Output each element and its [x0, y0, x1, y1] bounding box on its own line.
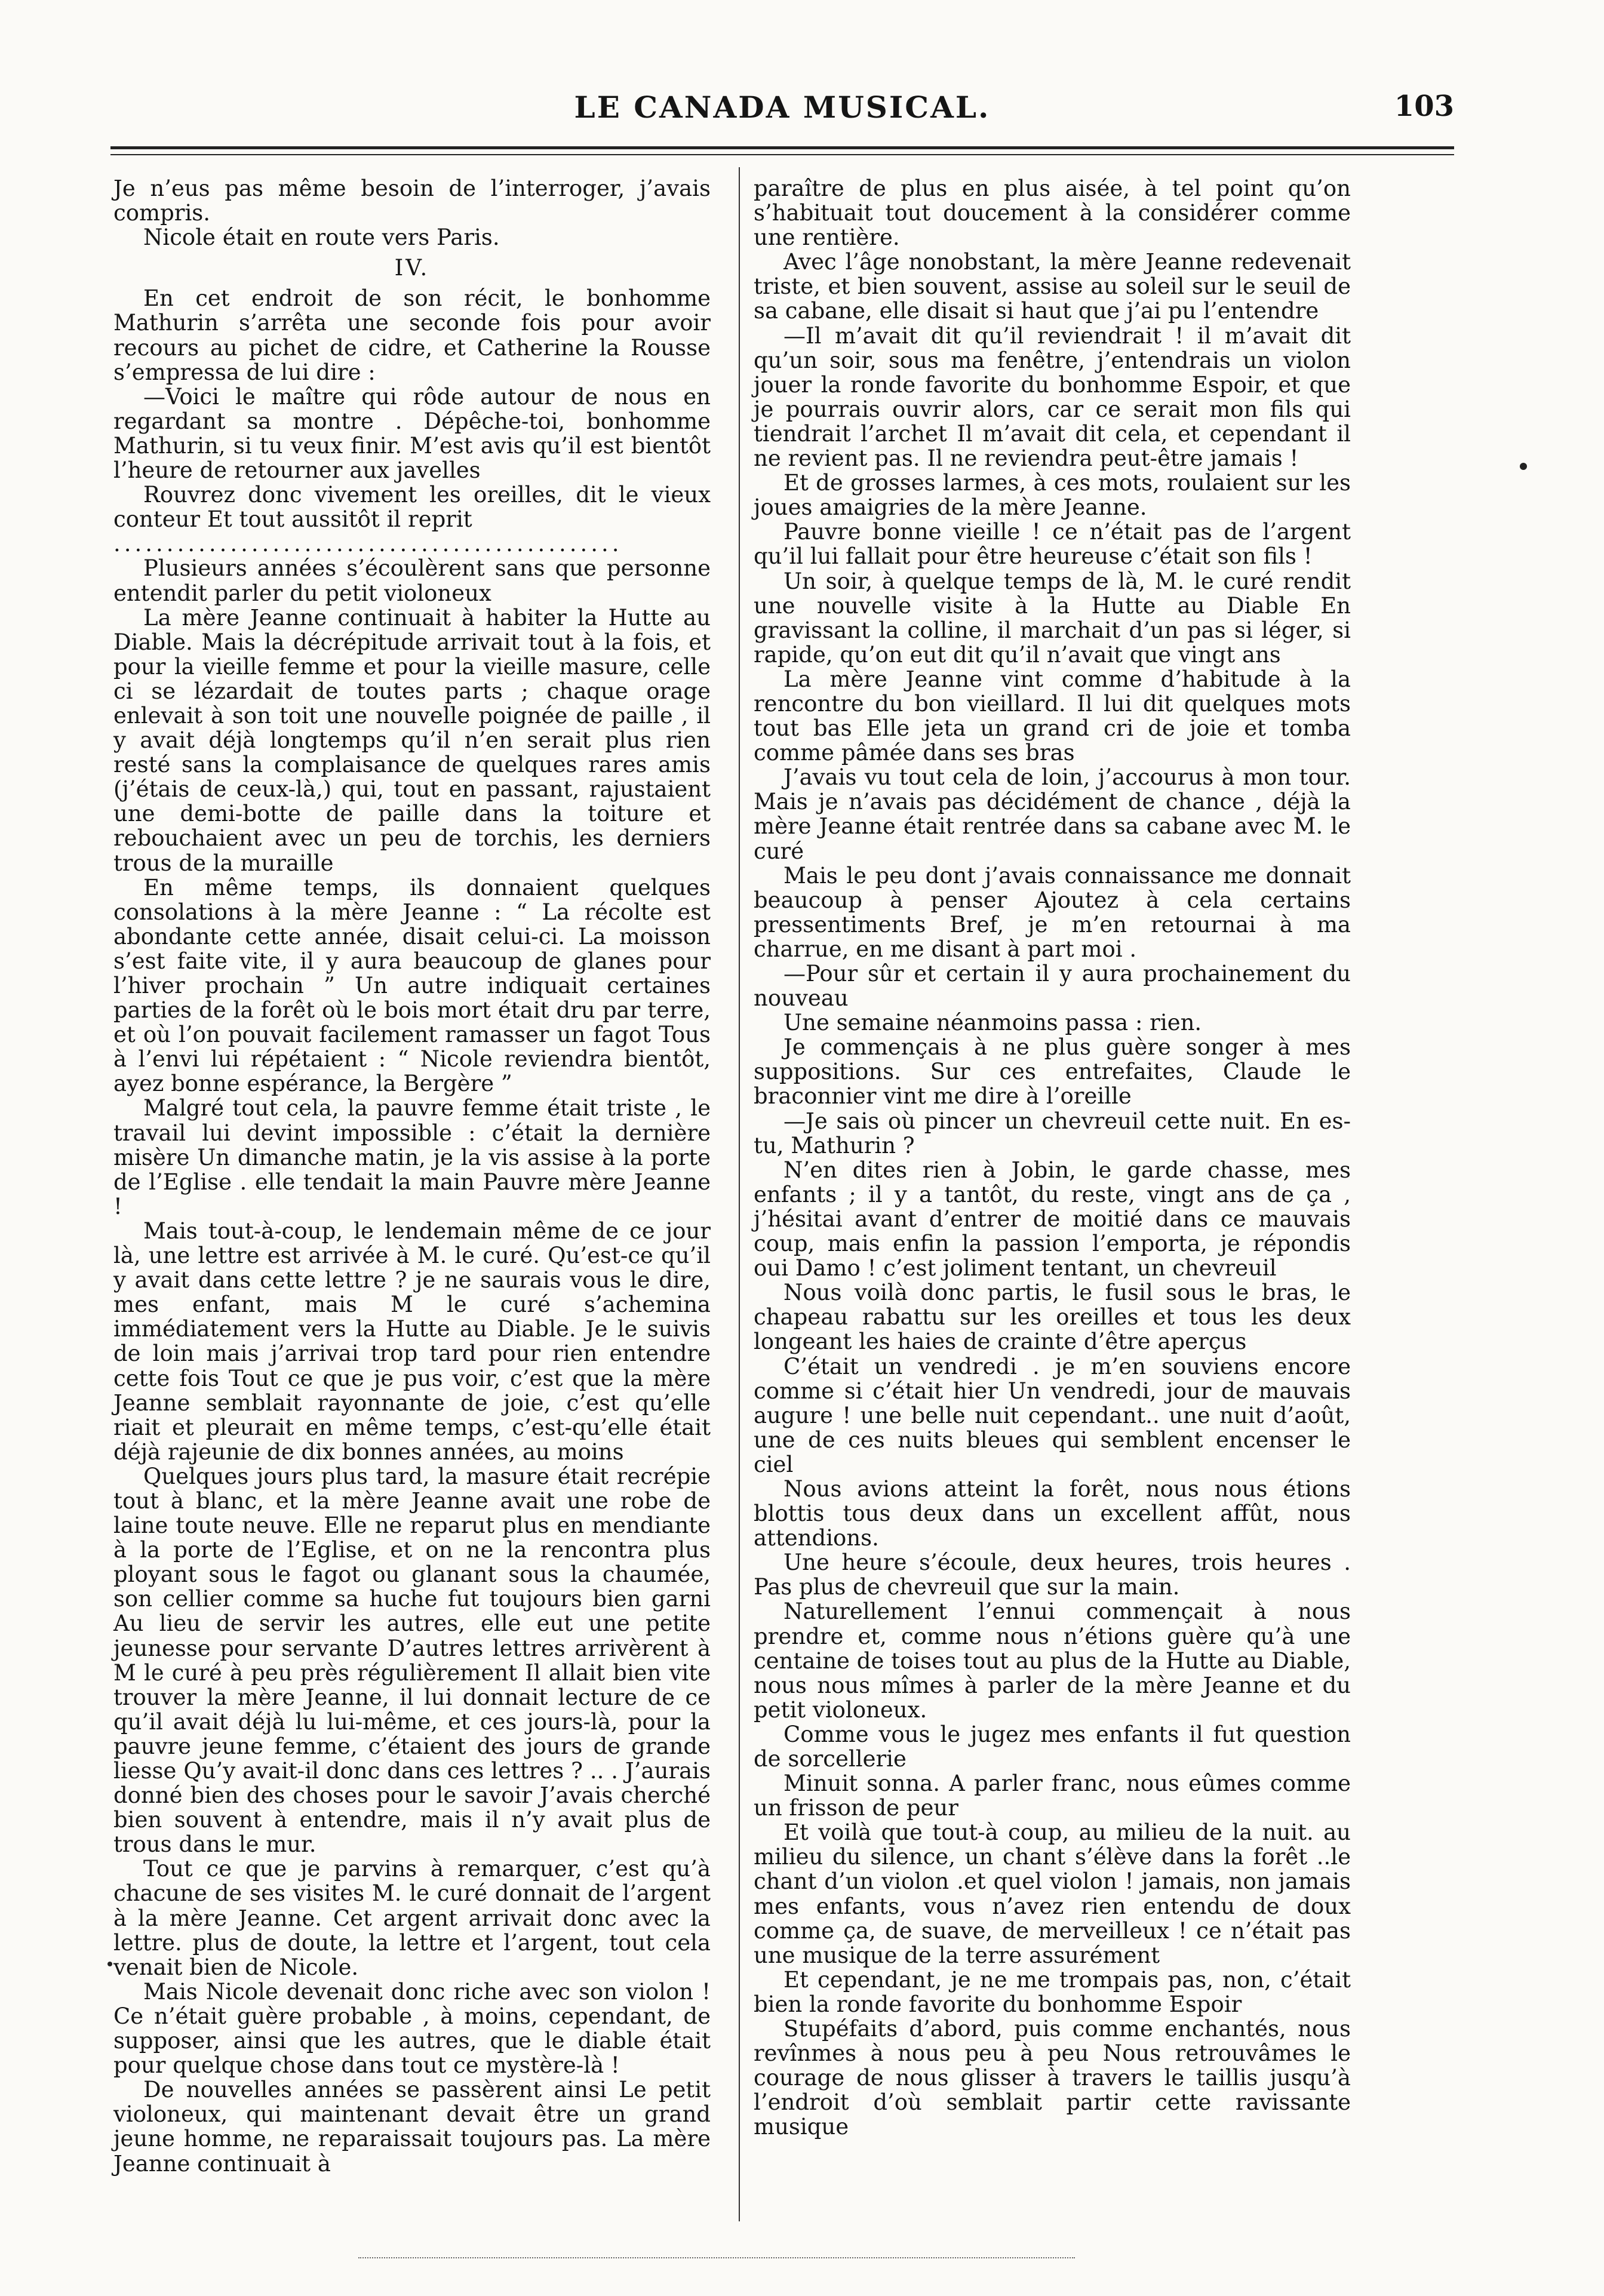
- masthead-title: LE CANADA MUSICAL.: [574, 90, 991, 125]
- left-column-paragraph: ................................................: [113, 531, 623, 557]
- right-column-paragraph: Avec l’âge nonobstant, la mère Jeanne redevenait triste, et bien souvent, assise au soleil sur le seuil de sa cabane, elle disait si haut que j’ai pu l’entendre: [754, 249, 1351, 324]
- right-column-paragraph: —Je sais où pincer un chevreuil cette nuit. En es-tu, Mathurin ?: [754, 1108, 1351, 1158]
- page-number: 103: [1394, 90, 1454, 123]
- right-column-paragraph: Une semaine néanmoins passa : rien.: [783, 1010, 1202, 1036]
- right-column-paragraph: C’était un vendredi . je m’en souviens encore comme si c’était hier Un vendredi, jour de mauvais augure ! une belle nuit cependant.. une nuit d’août, une de ces nuits bleues qui semblent encenser le ciel: [754, 1353, 1351, 1477]
- left-column-paragraph: Rouvrez donc vivement les oreilles, dit le vieux conteur Et tout aussitôt il reprit: [113, 482, 711, 533]
- right-column-paragraph: Naturellement l’ennui commençait à nous prendre et, comme nous n’étions guère qu’à une centaine de toises tout au plus de la Hutte au Diable, nous nous mîmes à parler de la mère Jeanne et du petit violoneux.: [754, 1599, 1351, 1723]
- right-column-paragraph: Minuit sonna. A parler franc, nous eûmes comme un frisson de peur: [754, 1771, 1351, 1821]
- left-column-paragraph: —Voici le maître qui rôde autour de nous en regardant sa montre . Dépêche-toi, bonhomme Mathurin, si tu veux finir. M’est avis qu’il est bientôt l’heure de retourner aux javelles: [113, 383, 711, 484]
- right-column-paragraph: N’en dites rien à Jobin, le garde chasse, mes enfants ; il y a tantôt, du reste, vingt ans de ça , j’hésitai avant d’entrer de moitié dans ce mauvais coup, mais enfin la passion l’emporta, je répondis oui Damo ! c’est joliment tentant, un chevreuil: [754, 1157, 1351, 1281]
- right-column-paragraph: Et voilà que tout-à coup, au milieu de la nuit. au milieu du silence, un chant s’élève dans la forêt ..le chant d’un violon .et quel violon ! jamais, non jamais mes enfants, vous n’avez rien entendu de doux comme ça, de suave, de merveilleux ! ce n’était pas une musique de la terre assurément: [754, 1819, 1351, 1968]
- left-column-paragraph: En cet endroit de son récit, le bonhomme Mathurin s’arrêta une seconde fois pour avoir recours au pichet de cidre, et Catherine la Rousse s’empressa de lui dire :: [113, 285, 711, 385]
- left-column-paragraph: Plusieurs années s’écoulèrent sans que personne entendit parler du petit violoneux: [113, 555, 711, 606]
- right-column-paragraph: —Il m’avait dit qu’il reviendrait ! il m’avait dit qu’un soir, sous ma fenêtre, j’entendrais un violon jouer la ronde favorite du bonhomme Espoir, et que je pourrais ouvrir alors, car ce serait mon fils qui tiendrait l’archet Il m’avait dit cela, et cependant il ne revient pas. Il ne reviendra peut-être jamais !: [754, 322, 1351, 472]
- left-column-paragraph: La mère Jeanne continuait à habiter la Hutte au Diable. Mais la décrépitude arrivait tout à la fois, et pour la vieille femme et pour la vieille masure, celle ci se lézardait de toutes parts ; chaque orage enlevait à son toit une nouvelle poignée de paille , il y avait déjà longtemps qu’il n’en serait plus rien resté sans la complaisance de quelques rares amis (j’étais de ceux-là,) qui, tout en passant, rajustaient une demi-botte de paille dans la toiture et rebouchaient avec un peu de torchis, les derniers trous de la muraille: [113, 604, 711, 876]
- right-column-paragraph: Je commençais à ne plus guère songer à mes suppositions. Sur ces entrefaites, Claude le braconnier vint me dire à l’oreille: [754, 1034, 1351, 1109]
- right-column-paragraph: Mais le peu dont j’avais connaissance me donnait beaucoup à penser Ajoutez à cela certains pressentiments Bref, je m’en retournai à ma charrue, en me disant à part moi .: [754, 862, 1351, 962]
- header-rule-thick: [110, 146, 1454, 149]
- right-column: [754, 176, 1351, 2140]
- right-column-paragraph: Comme vous le jugez mes enfants il fut question de sorcellerie: [754, 1721, 1351, 1772]
- ink-speck: [1520, 463, 1527, 470]
- right-column-paragraph: Et de grosses larmes, à ces mots, roulaient sur les joues amaigries de la mère Jeanne.: [754, 470, 1351, 521]
- right-column-paragraph: J’avais vu tout cela de loin, j’accourus à mon tour. Mais je n’avais pas décidément de chance , déjà la mère Jeanne était rentrée dans sa cabane avec M. le curé: [754, 764, 1351, 864]
- left-column-paragraph: Malgré tout cela, la pauvre femme était triste , le travail lui devint impossible : c’était la dernière misère Un dimanche matin, je la vis assise à la porte de l’Eglise . elle tendait la main Pauvre mère Jeanne !: [113, 1095, 711, 1219]
- left-column-paragraph: De nouvelles années se passèrent ainsi Le petit violoneux, qui maintenant devait être un grand jeune homme, ne reparaissait toujours pas. La mère Jeanne continuait à: [113, 2077, 711, 2177]
- right-column-paragraph: —Pour sûr et certain il y aura prochainement du nouveau: [754, 961, 1351, 1012]
- right-column-paragraph: paraître de plus en plus aisée, à tel point qu’on s’habituait tout doucement à la considérer comme une rentière.: [754, 176, 1351, 251]
- left-column-paragraph: Quelques jours plus tard, la masure était recrépie tout à blanc, et la mère Jeanne avait une robe de laine toute neuve. Elle ne reparut plus en mendiante à la porte de l’Eglise, et on ne la rencontra plus ployant sous le fagot ou glanant sous la chaumée, son cellier comme sa huche fut toujours bien garni Au lieu de servir les autres, elle eut une petite jeunesse pour servante D’autres lettres arrivèrent à M le curé à peu près régulièrement Il allait bien vite trouver la mère Jeanne, il lui donnait lecture de ce qu’il avait déjà lu lui-même, et ces jours-là, pour la pauvre jeune femme, c’étaient des jours de grande liesse Qu’y avait-il donc dans ces lettres ? .. . J’aurais donné bien des choses pour le savoir J’avais cherché bien souvent à entendre, mais il n’y avait plus de trous dans le mur.: [113, 1463, 711, 1858]
- left-column: [113, 176, 711, 2176]
- right-column-paragraph: La mère Jeanne vint comme d’habitude à la rencontre du bon vieillard. Il lui dit quelques mots tout bas Elle jeta un grand cri de joie et tomba comme pâmée dans ses bras: [754, 666, 1351, 766]
- header-rule-thin: [110, 154, 1454, 155]
- column-divider: [739, 167, 740, 2221]
- right-column-paragraph: Et cependant, je ne me trompais pas, non, c’était bien la ronde favorite du bonhomme Espoir: [754, 1966, 1351, 2017]
- right-column-paragraph: Stupéfaits d’abord, puis comme enchantés, nous revînmes à nous peu à peu Nous retrouvâmes le courage de nous glisser à travers le taillis jusqu’à l’endroit d’où semblait partir cette ravissante musique: [754, 2016, 1351, 2140]
- right-column-paragraph: Un soir, à quelque temps de là, M. le curé rendit une nouvelle visite à la Hutte au Diable En gravissant la colline, il marchait d’un pas si léger, si rapide, qu’on eut dit qu’il n’avait que vingt ans: [754, 568, 1351, 668]
- left-column-paragraph: Je n’eus pas même besoin de l’interroger, j’avais compris.: [113, 176, 711, 226]
- scan-artifact-bottom: [358, 2257, 1075, 2258]
- left-column-paragraph: En même temps, ils donnaient quelques consolations à la mère Jeanne : “ La récolte est abondante cette année, disait celui-ci. La moisson s’est faite vite, il y aura beaucoup de glanes pour l’hiver prochain ” Un autre indiquait certaines parties de la forêt où le bois mort était dru par terre, et où l’on pouvait facilement ramasser un fagot Tous à l’envi lui répétaient : “ Nicole reviendra bientôt, ayez bonne espérance, la Bergère ”: [113, 874, 711, 1097]
- right-column-paragraph: Nous voilà donc partis, le fusil sous le bras, le chapeau rabattu sur les oreilles et tous les deux longeant les haies de crainte d’être aperçus: [754, 1280, 1351, 1355]
- ink-speck: [107, 1962, 112, 1966]
- left-column-paragraph: IV.: [394, 255, 430, 281]
- right-column-paragraph: Pauvre bonne vieille ! ce n’était pas de l’argent qu’il lui fallait pour être heureuse c’était son fils !: [754, 519, 1351, 570]
- left-column-paragraph: Mais tout-à-coup, le lendemain même de ce jour là, une lettre est arrivée à M. le curé. Qu’est-ce qu’il y avait dans cette lettre ? je ne saurais vous le dire, mes enfant, mais M le curé s’achemina immédiatement vers la Hutte au Diable. Je le suivis de loin mais j’arrivai trop tard pour rien entendre cette fois Tout ce que je pus voir, c’est que la mère Jeanne semblait rayonnante de joie, c’est qu’elle riait et pleurait en même temps, c’est-qu’elle était déjà rajeunie de dix bonnes années, au moins: [113, 1218, 711, 1465]
- left-column-paragraph: Mais Nicole devenait donc riche avec son violon ! Ce n’était guère probable , à moins, cependant, de supposer, ainsi que les autres, que le diable était pour quelque chose dans tout ce mystère-là !: [113, 1978, 711, 2079]
- left-column-paragraph: Nicole était en route vers Paris.: [143, 225, 500, 251]
- left-column-paragraph: Tout ce que je parvins à remarquer, c’est qu’à chacune de ses visites M. le curé donnait de l’argent à la mère Jeanne. Cet argent arrivait donc avec la lettre. plus de doute, la lettre et l’argent, tout cela venait bien de Nicole.: [113, 1856, 711, 1980]
- running-head: [110, 90, 1454, 131]
- right-column-paragraph: Une heure s’écoule, deux heures, trois heures . Pas plus de chevreuil que sur la main.: [754, 1550, 1351, 1600]
- right-column-paragraph: Nous avions atteint la forêt, nous nous étions blottis tous deux dans un excellent affût, nous attendions.: [754, 1476, 1351, 1551]
